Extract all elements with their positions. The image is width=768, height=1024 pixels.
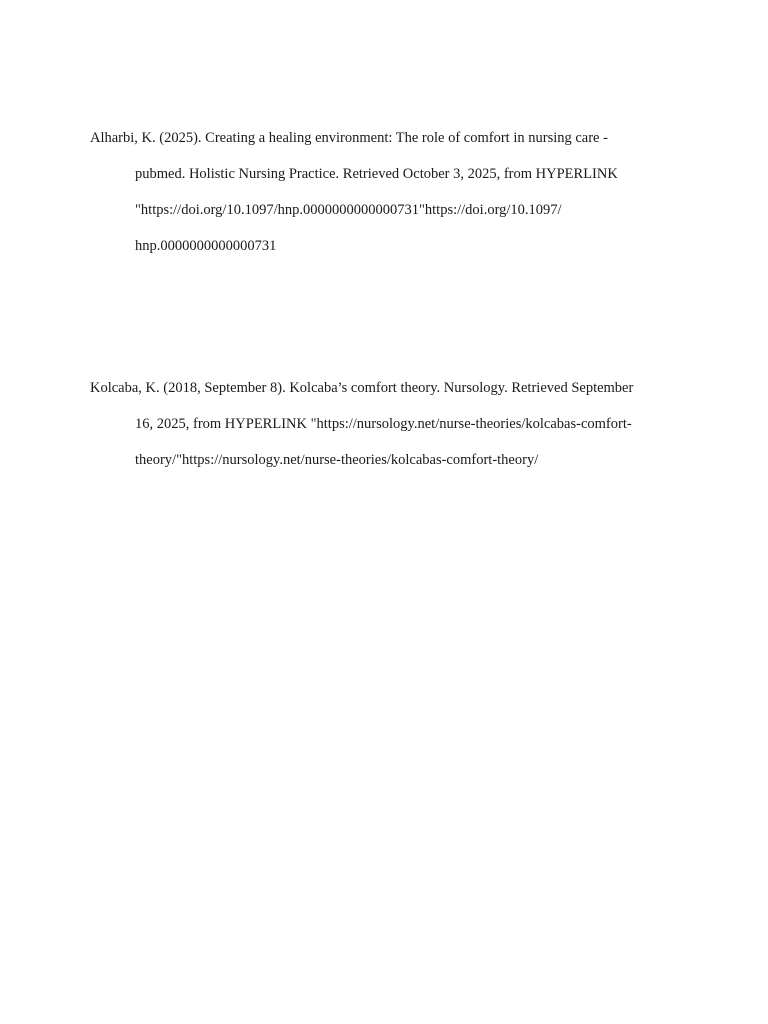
reference-line: theory/"https://nursology.net/nurse-theories/kolcabas-comfort-theory/	[135, 452, 539, 468]
reference-list	[90, 120, 670, 478]
reference-line: "https://doi.org/10.1097/hnp.0000000000000731"https://doi.org/10.1097/	[135, 202, 562, 218]
reference-entry-alharbi	[90, 120, 670, 264]
reference-entry-kolcaba	[90, 370, 670, 478]
reference-line: Alharbi, K. (2025). Creating a healing environment: The role of comfort in nursing care -	[90, 130, 608, 146]
reference-line: hnp.0000000000000731	[135, 238, 277, 254]
reference-line: pubmed. Holistic Nursing Practice. Retrieved October 3, 2025, from HYPERLINK	[135, 166, 618, 182]
reference-line: Kolcaba, K. (2018, September 8). Kolcaba’s comfort theory. Nursology. Retrieved September	[90, 380, 634, 396]
reference-line: 16, 2025, from HYPERLINK "https://nursology.net/nurse-theories/kolcabas-comfort-	[135, 416, 632, 432]
